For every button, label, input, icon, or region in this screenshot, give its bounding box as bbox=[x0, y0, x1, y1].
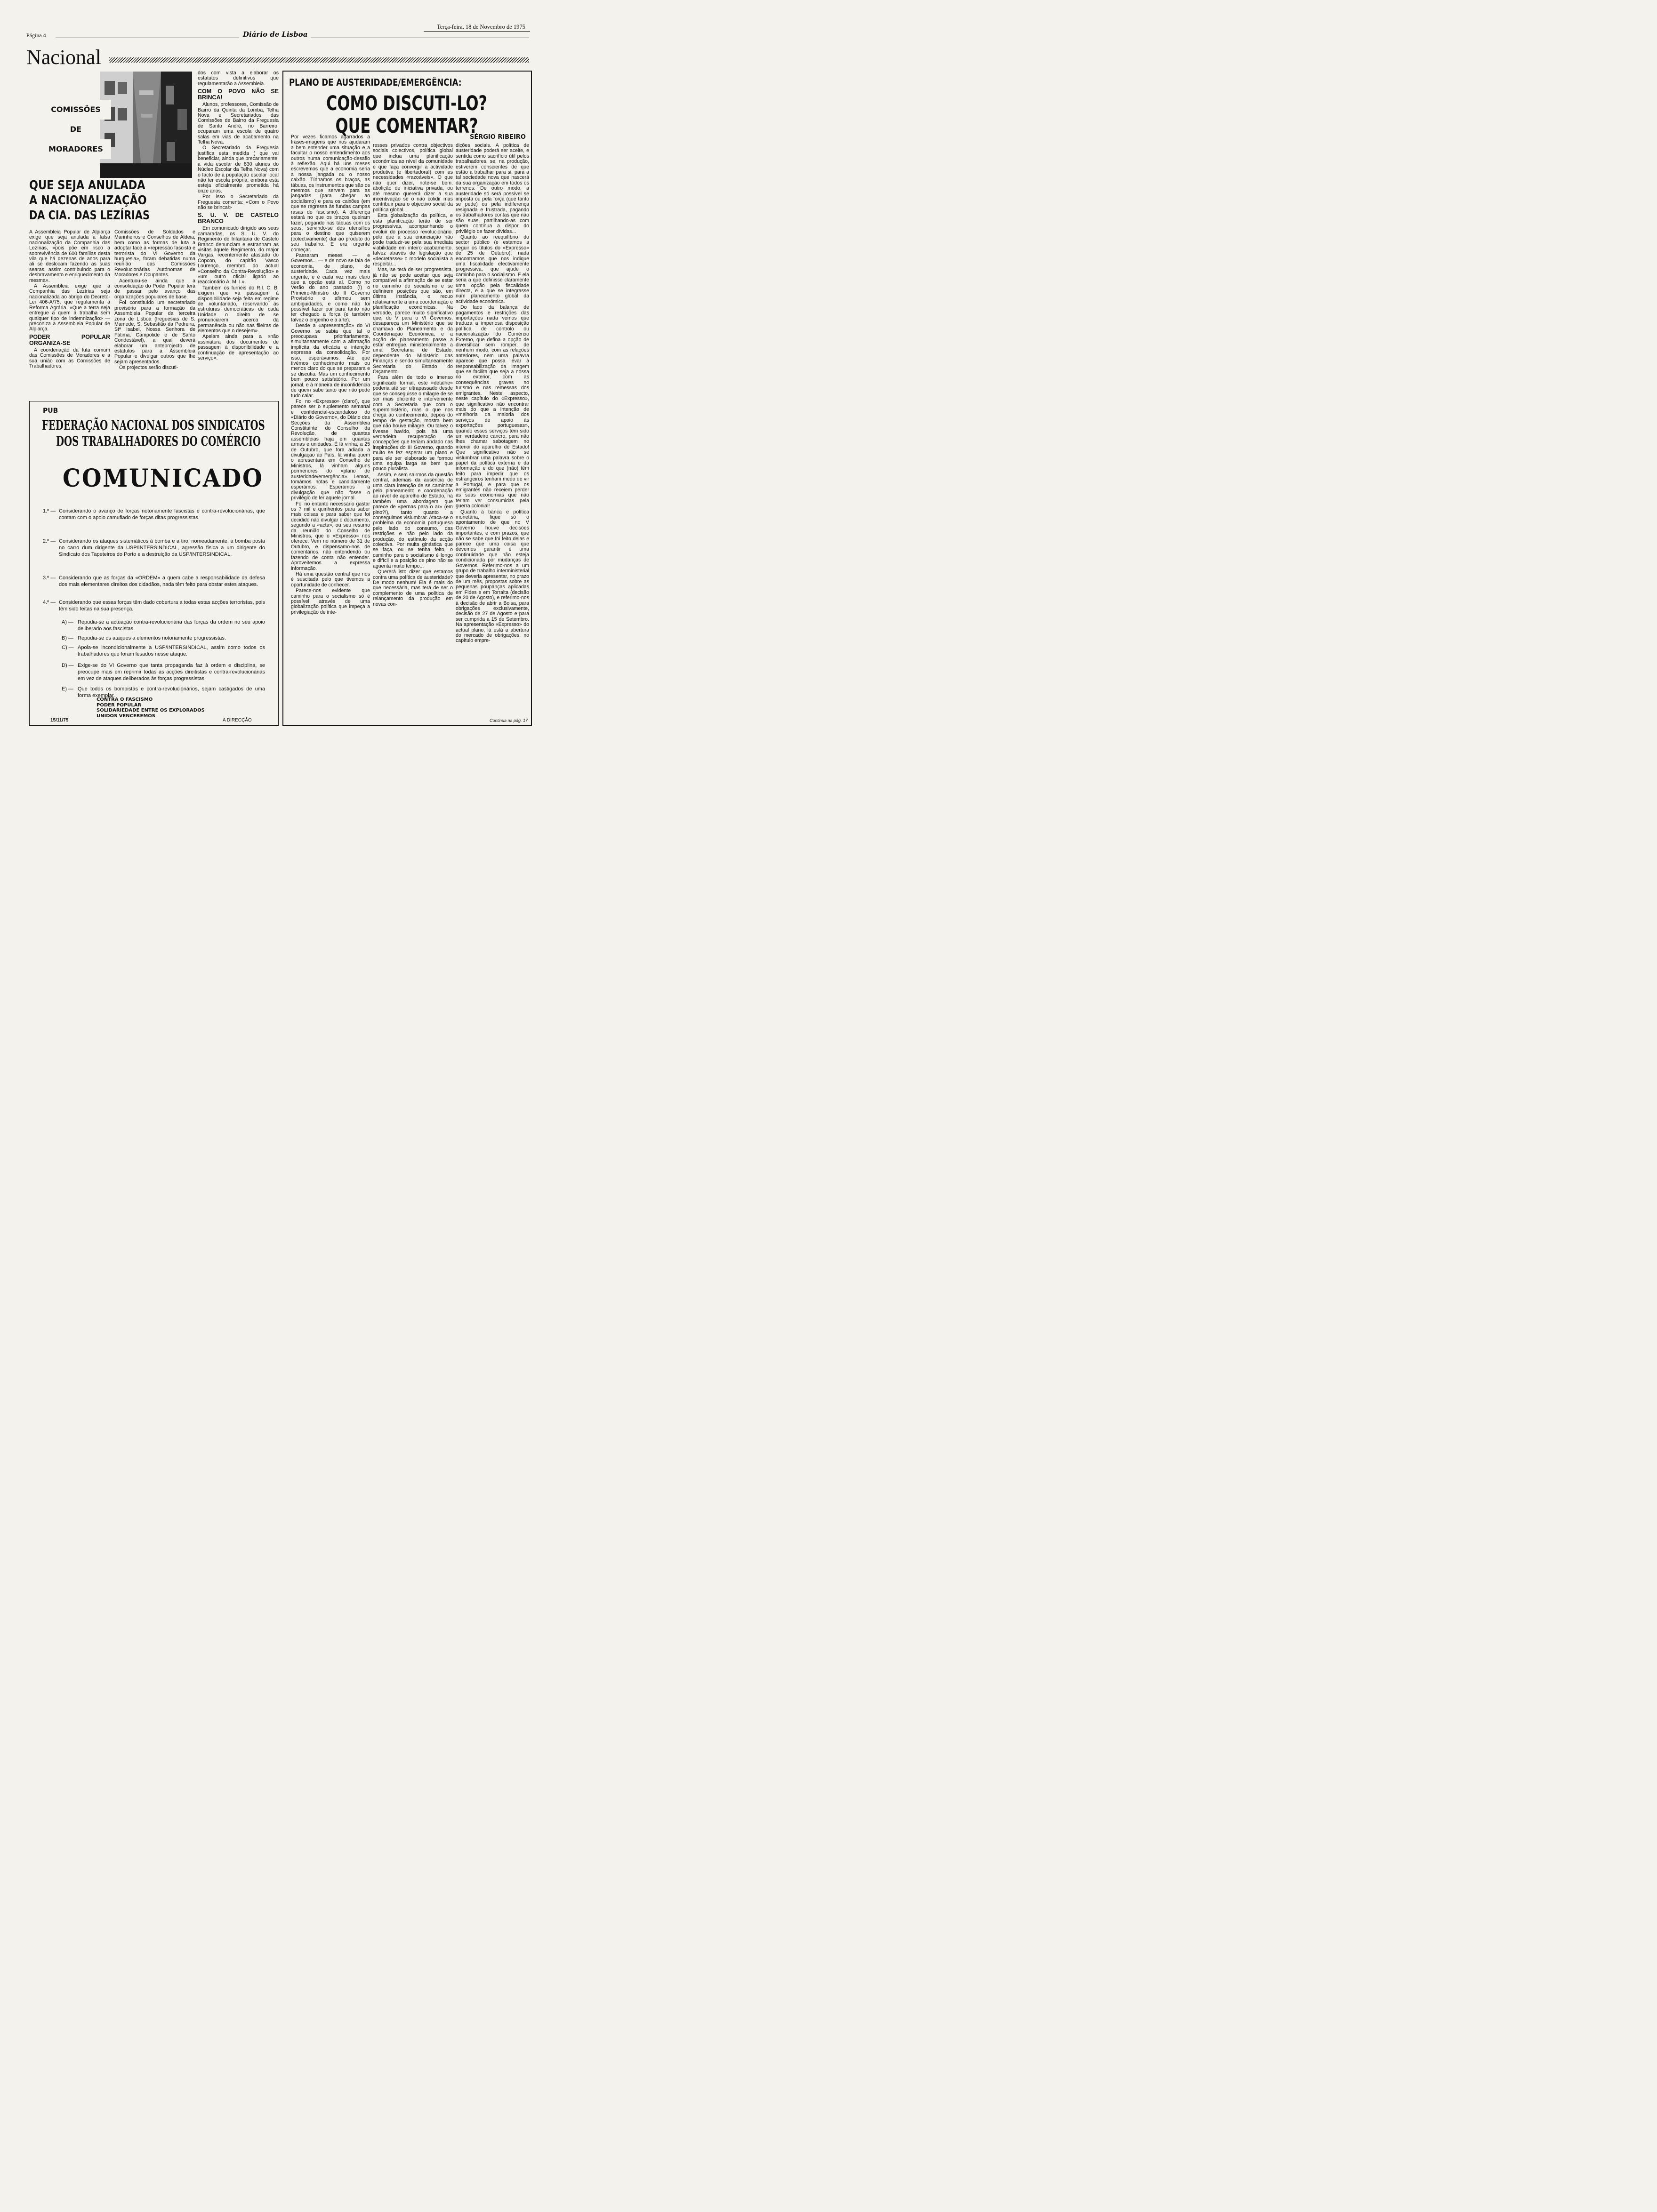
ad-subitem-a-number: A) — bbox=[62, 619, 74, 625]
ad-item-4-number: 4.º — bbox=[43, 600, 56, 605]
right-col1-para-1: Por vezes ficamos agarrados a frases-imagens que nos ajudaram a bem entender uma situação e a facultar o nosso entendimento aos outros numa comunicação-desafio à reflexão. Aqui há uns meses escrevemos que a economia seria a nossa jangada ou o nosso caixão. Tínhamos os braços, as tábuas, os instrumentos que são os mesmos que servem para as jangadas (para chegar ao socialismo) e para os caixões (em que se regressa às fundas campas rasas do fascismo). A diferença estará no que os braços queiram fazer, pegando nas tábuas com os seus, servindo-se dos utensílios para o destino que quiserem (colectivamente) dar ao produto do seu trabalho. E era urgente começar. bbox=[291, 135, 370, 253]
left-headline-line-2: A NACIONALIZAÇÃO bbox=[29, 193, 147, 208]
right-headline-line-1: COMO DISCUTI-LO? bbox=[326, 92, 487, 115]
ad-title bbox=[63, 464, 264, 494]
right-col1-para-5: Foi no entanto necessário gastar os 7 mil e quinhentos para saber mais coisas e para saber que foi decidido não divulgar o documento, segundo a «acta», ou seu resumo da reunião do Conselho de Ministros, que o «Expresso» nos oferece. Vem no número de 31 de Outubro, e dispensamo-nos de comentários, não entendendo ou fazendo de conta não entender. Aproveitemos a expressa informação. bbox=[291, 501, 370, 571]
left-col1-subhead: PODER POPULAR ORGANIZA-SE bbox=[29, 333, 110, 346]
advertisement-box bbox=[29, 401, 279, 726]
left-col2-para-2: Acentuou-se ainda que a consolidação do Poder Popular terá de passar pelo avanço das organizações populares de base. bbox=[114, 278, 195, 300]
right-col2-para-3: Mas, se terá de ser progressista, já não se pode aceitar que seja compatível a afirmação de se estar no caminho do socialismo e se definirem posições que são, em última instância, o recuo relativamente a uma coordenação e planificação económicas. Na verdade, parece muito significativo que, do V para o VI Governos, desapareça um Ministério que se chamava do Planeamento e da Coordenação Económica, e a acção de planeamento passe a estar entregue, ministerialmente, a uma Secretaria de Estado, dependente do Ministério das Finanças e sendo simultaneamente Secretaria do Estado do Orçamento. bbox=[373, 267, 453, 375]
date-rule bbox=[424, 31, 530, 32]
newspaper-name: Diário de Lisboa bbox=[243, 30, 308, 39]
byline: SÉRGIO RIBEIRO bbox=[470, 134, 526, 141]
left-col1-para-2: A Assembleia exige que a Companhia das Lezírias seja nacionalizada ao abrigo do Decreto-Lei 406-A/75, que regulamenta a Reforma Agrária. «Que a terra seja entregue a quem a trabalha sem qualquer tipo de indemnização» — preconiza a Assembleia Popular de Alpiarça. bbox=[29, 283, 110, 332]
page-label: Página 4 bbox=[26, 32, 46, 39]
ad-item-2-text: Considerando os ataques sistemáticos à bomba e a tiro, nomeadamente, a bomba posta no carro dum dirigente da USP/INTERSINDICAL, agressão física a um dirigente do Sindicato dos Tapeteiros do Porto e a destruição da USP/INTERSINDICAL. bbox=[59, 538, 265, 557]
right-headline bbox=[289, 92, 524, 137]
left-col3-subhead-2: S. U. V. DE CASTELO BRANCO bbox=[198, 212, 279, 225]
ad-slogan-2: PODER POPULAR bbox=[97, 702, 142, 708]
left-col2-para-4: Os projectos serão discuti- bbox=[119, 365, 178, 371]
right-col3-para-1: dições sociais. A política de austeridade poderá ser aceite, e sentida como sacrifício útil pelos trabalhadores, se, na produção, estiverem conscientes de que estão a trabalhar para si, para a tal sociedade nova que nascerá da sua organização em todos os terrenos. De outro modo, a austeridade só será possível se imposta ou pela força (que tanto se pede) ou pela indiferença resignada e frustrada, pagando os trabalhadores contas que não são suas, partilhando-as com quem continua a dispor do privilégio de fazer dívidas... bbox=[456, 143, 529, 234]
left-headline-line-3: DA CIA. DAS LEZÍRIAS bbox=[29, 208, 150, 223]
right-kicker bbox=[289, 75, 529, 89]
ad-item-3-text: Considerando que as forças da «ORDEM» a quem cabe a responsabilidade da defesa dos mais elementares direitos dos cidadãos, nada têm feito para obstar estes ataques. bbox=[59, 575, 265, 587]
ad-item-3-number: 3.º — bbox=[43, 575, 56, 581]
ad-org-line-2: DOS TRABALHADORES DO COMÉRCIO bbox=[56, 433, 261, 449]
left-col2-para-1: Comissões de Soldados e Marinheiros e Conselhos de Aldeia, bem como as formas de luta a adoptar face à «repressão fascista e terrorista do VI Governo da burguesia», foram debatidas numa reunião das Comissões Revolucionárias Autónomas de Moradores e Ocupantes. bbox=[114, 230, 195, 278]
right-headline-line-2: QUE COMENTAR? bbox=[335, 114, 478, 138]
left-headline bbox=[29, 178, 189, 223]
ad-slogan-4: UNIDOS VENCEREMOS bbox=[97, 713, 155, 719]
photo-caption bbox=[40, 100, 111, 159]
right-col3-para-3: Do lado da balança de pagamentos e restrições das importações nada vemos que traduza a imperiosa disposição política de controlo ou nacionalização do Comércio Externo, que defina a opção de diversificar sem romper, de nenhum modo, com as relações anteriores, nem uma palavra aparece que possa levar à responsabilização da imagem que se facilita que seja a nossa no exterior, com as consequências graves no turismo e nas remessas dos emigrantes. Neste aspecto, neste capítulo do «Expresso», que significativo não encontrar mais do que a intenção de «melhoria da maioria dos serviços de apoio às exportações portuguesas», quando esses serviços têm sido um verdadeiro cancro, para não lhes chamar sabotagem no interior do aparelho de Estado! Que significativo não se vislumbrar uma palavra sobre o papel da política externa e da informação e do que (não) têm feito para impedir que os estrangeiros tenham medo de vir a Portugal, e para que os emigrantes não receiem perder as suas economias que não teriam ver consumidas pela guerra colonial! bbox=[456, 305, 529, 509]
ad-slogans bbox=[97, 697, 205, 719]
ad-item-1-text: Considerando o avanço de forças notoriamente fascistas e contra-revolucionárias, que contam com o apoio camuflado de forças ditas progressistas. bbox=[59, 508, 265, 521]
ad-org-name bbox=[42, 417, 268, 449]
street-photo-illustration bbox=[100, 72, 192, 178]
moradores-photo bbox=[100, 72, 192, 178]
right-col1-para-6: Há uma questão central que nos é suscitada pelo que tivemos a oportunidade de conhecer. bbox=[291, 571, 370, 588]
left-col3-subhead-1: COM O POVO NÃO SE BRINCA! bbox=[198, 88, 279, 101]
ad-item-2-number: 2.º — bbox=[43, 538, 56, 544]
right-article-col-1 bbox=[291, 135, 370, 723]
right-col2-para-5: Assim, e sem sairmos da questão central, ademais da ausência de uma clara intenção de se caminhar pelo planeamento e coordenação ao nível de aparelho de Estado, há também uma abordagem que parece de «pernas para o ar» (em pino?!), tanto quanto a conseguimos vislumbrar. Ataca-se o problema da economia portuguesa pelo lado do consumo, das restrições e não pelo lado da produção, do estímulo da acção colectiva. Por muita ginástica que se faça, ou se tenha feito, o caminho para o socialismo é longo e difícil e a posição de pino não se aguenta muito tempo... bbox=[373, 472, 453, 569]
photo-caption-line-3: MORADORES bbox=[40, 139, 111, 159]
photo-caption-line-2: DE bbox=[66, 120, 85, 139]
right-kicker-text: PLANO DE AUSTERIDADE/EMERGÊNCIA: bbox=[289, 77, 462, 88]
right-article-col-3 bbox=[456, 143, 529, 717]
right-col2-para-6: Quererá isto dizer que estamos contra uma política de austeridade? De modo nenhum! Ela é mais do que necessária, mas terá de ser o complemento de uma política de relançamento da produção em novas con- bbox=[373, 569, 453, 607]
left-article-col-3 bbox=[198, 71, 279, 393]
issue-date: Terça-feira, 18 de Novembro de 1975 bbox=[437, 24, 525, 30]
left-col3-para-1: dos com vista a elaborar os estatutos definitivos que regulamentarão a Assembleia. bbox=[198, 71, 279, 87]
continued-note: Continua na pág. 17 bbox=[490, 718, 528, 723]
right-col1-para-3: Desde a «apresentação» do VI Governo se sabia que tal o preocupava prioritariamente, simultaneamente com a afirmação implícita da eficácia e intenção expressa da consolidação. Por isso, esperávamos. Até que tivémos conhecimento mais ou menos claro do que se preparara e se discutia. Mas um conhecimento bem pouco satisfatório. Por um jornal, e à maneira de inconfidência de quem sabe tanto que não pode tudo calar. bbox=[291, 323, 370, 399]
photo-caption-line-1: COMISSÕES bbox=[40, 100, 111, 120]
ad-date: 15/11/75 bbox=[50, 718, 69, 723]
ad-subitem-c-text: Apoia-se incondicionalmente a USP/INTERSINDICAL, assim como todos os trabalhadores que foram lesados nesse ataque. bbox=[78, 645, 265, 657]
left-article-col-1 bbox=[29, 230, 110, 393]
ad-subitem-d-number: D) — bbox=[62, 663, 74, 668]
ad-item-4-text: Considerando que essas forças têm dado cobertura a todas estas acções terroristas, pois têm sido feitas na sua presença. bbox=[59, 600, 265, 612]
left-col3-para-6: Também os furriéis do R.I. C. B. exigem que «a passagem à disponibilidade seja feita em regime de voluntariado, reservando às estruturas democráticas de cada Unidade o direito de se pronunciarem acerca da permanência ou não nas fileiras de elementos que o desejem». bbox=[198, 285, 279, 334]
right-col1-para-4: Foi no «Expresso» (claro!), que parece ser o suplemento semanal e confidencial-escandaloso do «Diário do Governo», do Diário das Secções da Assembleia Constituinte, do Conselho da Revolução, de quantas assembleias haja em quantas armas e unidades. É lá vinha, a 25 de Outubro, que fora adiada a divulgação ao País, lá vinha quem o apresentara em Conselho de Ministros, lá vinham alguns pormenores do «plano de austeridade/emergência». Lemos, tomámos notas e candidamente esperámos. Esperámos a divulgação que não fosse o privilégio de ler aquele jornal. bbox=[291, 398, 370, 501]
right-col3-para-2: Quanto ao reequilíbrio do sector público (e estamos a seguir os títulos do «Expresso» de 25 de Outubro), nada encontramos que nos indique uma fiscalidade efectivamente progressiva, que ajude o caminho para o socialismo. E ela seria a que definisse claramente uma opção pela fiscalidade directa, e a que se integrasse num planeamento global da actividade económica. bbox=[456, 234, 529, 305]
right-article-col-2 bbox=[373, 143, 453, 723]
right-col1-para-2: Passaram meses — e Governos... — e de novo se fala de economia, de plano, de austeridade. Cada vez mais urgente, e é cada vez mais claro que a opção está aí. Como no Verão do ano passado (!) o Primeiro-Ministro do II Governo Provisório o afirmou sem ambiguidades, e como não foi possível fazer por para tanto não ter chegado a força (e também talvez o engenho e a arte). bbox=[291, 252, 370, 323]
ad-subitem-b-text: Repudia-se os ataques a elementos notoriamente progressistas. bbox=[78, 635, 226, 641]
ad-org-line-1: FEDERAÇÃO NACIONAL DOS SINDICATOS bbox=[42, 417, 265, 433]
ad-subitem-d-text: Exige-se do VI Governo que tanta propaganda faz à ordem e disciplina, se preocupe mais em reprimir todas as acções direitistas e contra-revolucionárias em vez de ataques deliberados às forças progressistas. bbox=[78, 663, 265, 681]
ad-subitem-e-text: Que todos os bombistas e contra-revolucionários, sejam castigados de uma forma exemplar. bbox=[78, 686, 265, 698]
left-col3-para-3: O Secretariado da Freguesia justifica esta medida ( que vai beneficiar, ainda que precariamente, a vida escolar de 830 alunos do Núcleo Escolar da Telha Nova) com o facto de a população escolar local não ter escola própria, embora esta esteja oficialmente prometida há onze anos. bbox=[198, 145, 279, 194]
ad-item-1-number: 1.º — bbox=[43, 508, 56, 514]
ad-subitem-e-number: E) — bbox=[62, 686, 74, 692]
left-headline-line-1: QUE SEJA ANULADA bbox=[29, 178, 145, 192]
right-col2-para-2: Esta globalização da política, e esta planificação terão de ser progressivas, acompanhando o evoluir do processo revolucionário, pelo que a sua enunciação não pode traduzir-se pela sua imediata viabilidade em inteiro acabamento, talvez através de legislação que «decretasse» o modelo socialista a respeitar... bbox=[373, 213, 453, 267]
section-hatch-rule bbox=[109, 57, 529, 63]
right-col1-para-7: Parece-nos evidente que caminho para o socialismo só é possível através de uma globalização política que impeça a privilegiação de inte- bbox=[291, 588, 370, 615]
section-title: Nacional bbox=[26, 46, 101, 69]
left-col1-para-1: A Assembleia Popular de Alpiarça exige que seja anulada a falsa nacionalização da Companhia das Lezírias, «pois põe em risco a sobrevivência de 600 famílias desta vila que há dezenas de anos para ali se deslocam fazendo as suas searas, assim contribuindo para o desbravamento e enriquecimento da mesma». bbox=[29, 230, 110, 283]
left-article-col-2 bbox=[114, 230, 195, 393]
left-col3-para-2: Alunos, professores, Comissão de Bairro da Quinta da Lomba, Telha Nova e Secretariados das Comissões de Bairro da Freguesia de Santo André, no Barreiro, ocuparam uma escola de quatro salas em vias de acabamento na Telha Nova. bbox=[198, 102, 279, 145]
ad-title-text: COMUNICADO bbox=[63, 464, 264, 493]
left-col3-para-4: Por isso o Secretariado da Freguesia comenta: «Com o Povo não se brinca!» bbox=[198, 194, 279, 210]
ad-signature: A DIRECÇÃO bbox=[223, 718, 252, 723]
ad-subitem-c-number: C) — bbox=[62, 645, 74, 650]
ad-subitem-b-number: B) — bbox=[62, 635, 74, 641]
left-col2-para-3: Foi constituído um secretariado provisório para a formação da Assembleia Popular da terceira zona de Lisboa (freguesias de S. Mamede, S. Sebastião da Pedreira, Stª Isabel, Nossa Senhora de Fátima, Campolide e de Santo Condestável), a qual deverá elaborar um anteprojecto de estatutos para a Assembleia Popular e divulgar outros que lhe sejam apresentados. bbox=[114, 300, 195, 365]
left-col3-para-5: Em comunicado dirigido aos seus camaradas, os S. U. V. do Regimento de Infantaria de Castelo Branco denunciam e estranham as visitas àquele Regimento, do major Vargas, recentemente afastado do Copcon, do capitão Vasco Lourenço, membro do actual «Conselho da Contra-Revolução» e «um outro oficial ligado ao reaccionário A. M. I.». bbox=[198, 225, 279, 285]
left-col1-para-3: A coordenação da luta comum das Comissões de Moradores e a sua união com as Comissões de Trabalhadores, bbox=[29, 347, 110, 369]
right-col2-para-1: resses privados contra objectivos sociais colectivos, política global que inclua uma planificação económica ao nível da comunidade e que faça convergir a actividade produtiva (e libertadora!) com as necessidades «razoáveis». O que não quer dizer, note-se bem, abolição de iniciativa privada, ou até mesmo quererá dizer a sua incentivação se o não colidir mas contribuir para o objectivo social da política global. bbox=[373, 143, 453, 213]
left-col3-para-7: Apelam ainda para a «não assinatura dos documentos de passagem à disponibilidade e a continuação de apresentação ao serviço». bbox=[198, 334, 279, 361]
ad-tag: PUB bbox=[43, 407, 58, 415]
right-col3-para-4: Quanto à banca e política monetária, fique só o apontamento de que no V Governo houve decisões importantes, e com prazos, que não se sabe que foi feito delas e parece que uma coisa que devemos garantir é uma continuidade que não esteja condicionada por mudanças de Governos. Referimo-nos a um grupo de trabalho interministerial que deveria apresentar, no prazo de um mês, propostas sobre as pequenas poupanças aplicadas em Fides e em Torralta (decisão de 20 de Agosto), e referimo-nos à decisão de abrir a Bolsa, para obrigações exclusivamente, decisão de 27 de Agosto e para ser cumprida a 15 de Setembro. Na apresentação «Expresso» do actual plano, lá está a abertura do mercado de obrigações, no capítulo empre- bbox=[456, 509, 529, 644]
ad-slogan-3: SOLIDARIEDADE ENTRE OS EXPLORADOS bbox=[97, 708, 205, 713]
ad-subitem-a-text: Repudia-se a actuação contra-revolucionária das forças da ordem no seu apoio deliberado aos fascistas. bbox=[78, 619, 265, 632]
right-col2-para-4: Para além de todo o imenso significado formal, este «detalhe» poderia até ser ultrapassado desde que se conseguisse o milagre de se ser mais eficiente e interveniente com a Secretaria que com o superministério, mas o que nos chega ao conhecimento, depois do tempo de gestação, mostra bem que não houve milagre. Ou talvez o tivesse havido, pois há uma verdadeira recuperação de concepções que teriam andado nas inspirações do III Governo, quando muito se fez esperar um plano e para ele ser elaborado se formou uma equipa larga se bem que pouco pluralista. bbox=[373, 375, 453, 472]
ad-slogan-1: CONTRA O FASCISMO bbox=[97, 697, 153, 702]
